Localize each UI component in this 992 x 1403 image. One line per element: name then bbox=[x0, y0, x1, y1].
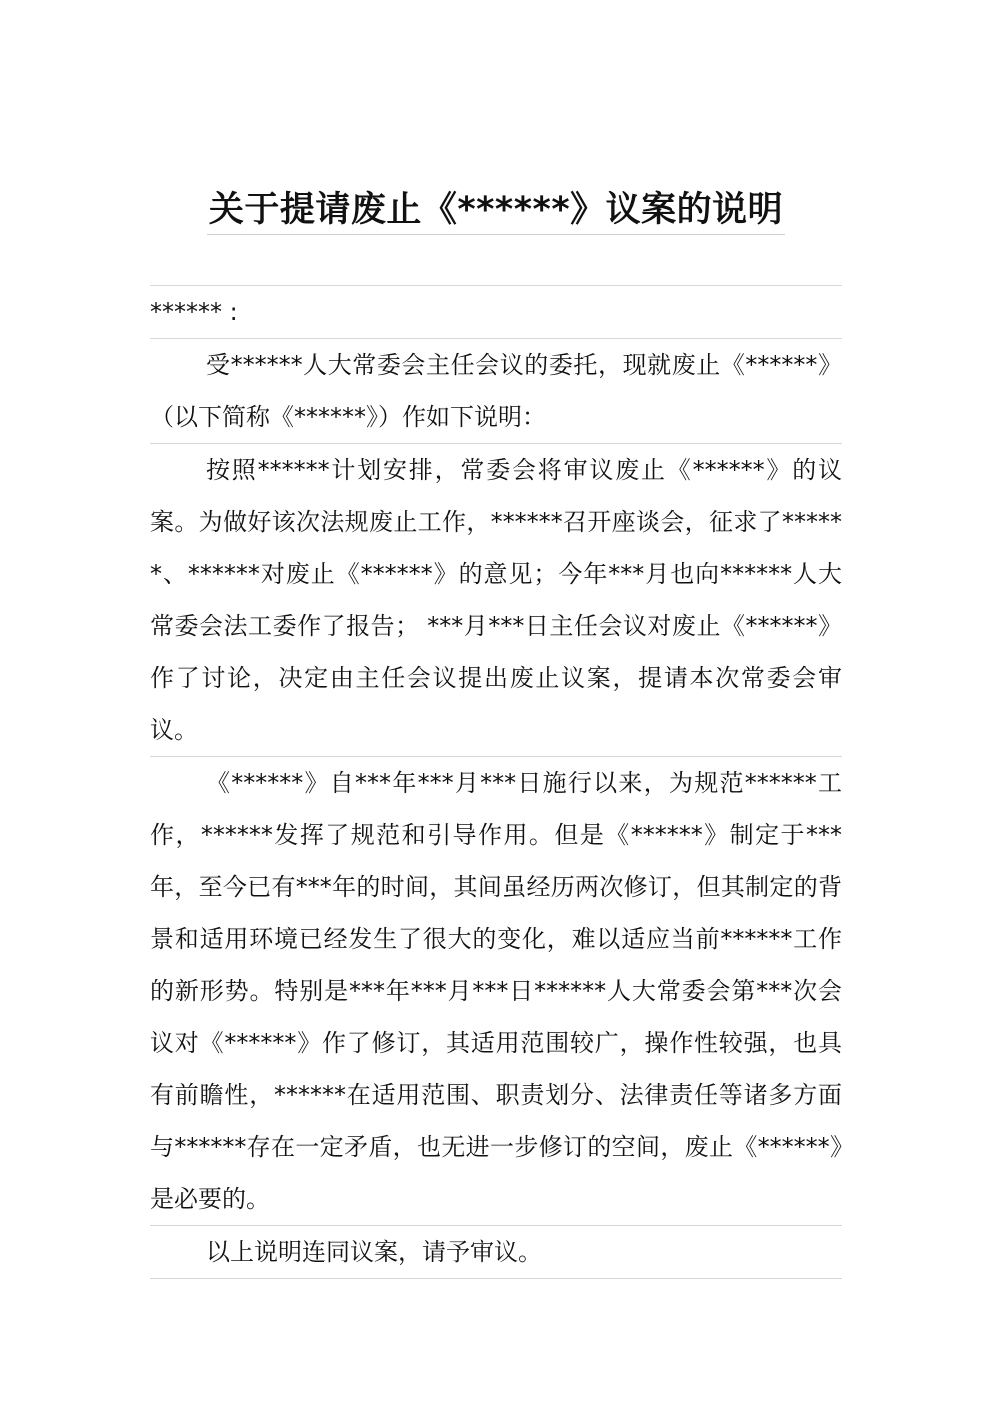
document-title: 关于提请废止《******》议案的说明 bbox=[207, 186, 785, 235]
paragraph-intro: 受******人大常委会主任会议的委托，现就废止《******》（以下简称《******》）作如下说明： bbox=[150, 338, 842, 443]
paragraph-reasons: 《******》自***年***月***日施行以来，为规范******工作，******发挥了规范和引导作用。但是《******》制定于***年，至今已有***年的时间，其间虽经历两次修订，但其制定的背景和适用环境已经发生了很大的变化，难以适应当前******工作的新形势。特别是***年***月***日******人大常委会第***次会议对《******》作了修订，其适用范围较广，操作性较强，也具有前瞻性，******在适用范围、职责划分、法律责任等诸多方面与******存在一定矛盾，也无进一步修订的空间，废止《******》是必要的。 bbox=[150, 756, 842, 1225]
document-title-block bbox=[0, 186, 992, 235]
paragraph-closing: 以上说明连同议案，请予审议。 bbox=[150, 1225, 842, 1279]
document-body bbox=[150, 285, 842, 1279]
paragraph-background: 按照******计划安排，常委会将审议废止《******》的议案。为做好该次法规废止工作，******召开座谈会，征求了******、******对废止《******》的意见；今年***月也向******人大常委会法工委作了报告； ***月***日主任会议对废止《******》作了讨论，决定由主任会议提出废止议案，提请本次常委会审议。 bbox=[150, 443, 842, 756]
salutation: ****** : bbox=[150, 285, 842, 338]
